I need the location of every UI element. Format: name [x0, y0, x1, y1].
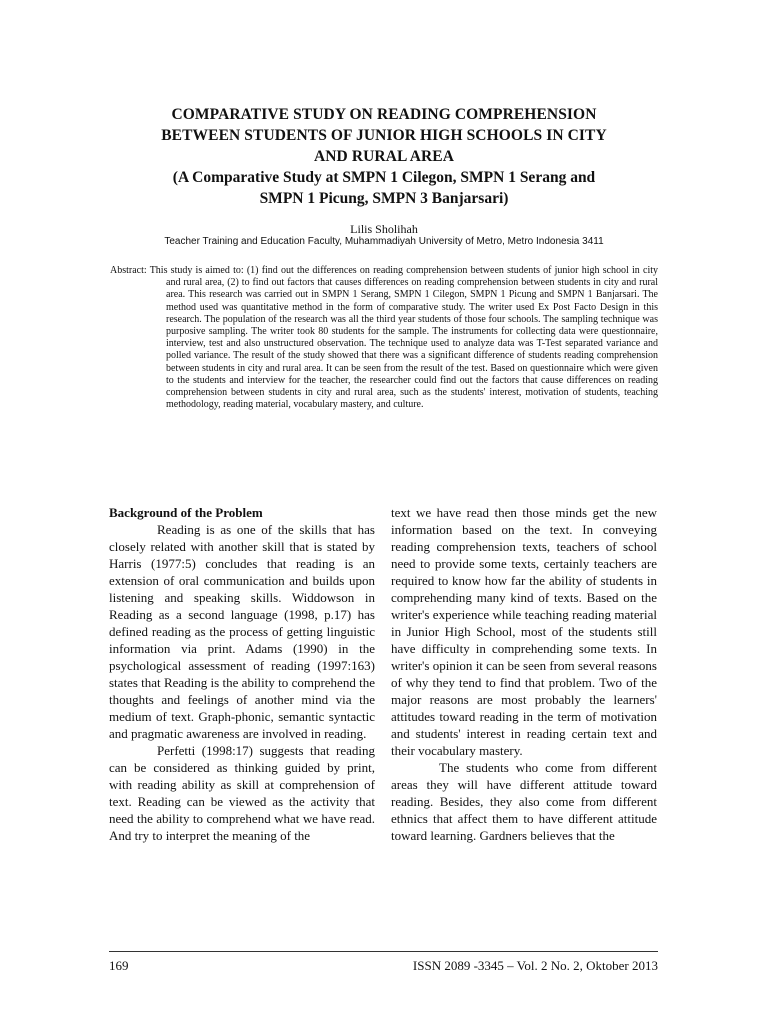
journal-issn: ISSN 2089 -3345 – Vol. 2 No. 2, Oktober 2013	[412, 958, 658, 973]
abstract-paragraph	[110, 265, 658, 411]
author-name: Lilis Sholihah	[350, 222, 418, 236]
subtitle-line-1: (A Comparative Study at SMPN 1 Cilegon, SMPN 1 Serang and	[172, 169, 596, 186]
body-paragraph: The students who come from different areas they will have different attitude toward reading. Besides, they also come from different ethnics that affect them to have different attitude toward learning. Gardners believes that the	[391, 760, 657, 843]
body-paragraph: text we have read then those minds get the new information based on the text. In conveying reading comprehension texts, teachers of school need to provide some texts, certainly teachers are required to know how far the ability of students in comprehending many kind of texts. Based on the writer's experience while teaching reading material in Junior High School, most of the students still have difficulty in comprehending some texts. In writer's opinion it can be seen from several reasons of why they tend to find that problem. Two of the major reasons are most probably the learners' attitudes toward reading in the term of motivation and students' interest in reading certain text and their vocabulary mastery.	[391, 505, 657, 758]
body-column-left	[109, 504, 375, 844]
abstract	[110, 265, 658, 411]
page-number: 169	[109, 958, 129, 973]
title-line-2: BETWEEN STUDENTS OF JUNIOR HIGH SCHOOLS IN CITY	[161, 127, 607, 144]
abstract-label: Abstract:	[110, 265, 147, 276]
subtitle-line-2: SMPN 1 Picung, SMPN 3 Banjarsari)	[259, 190, 509, 207]
paper-title-block	[100, 104, 668, 209]
body-paragraph: Perfetti (1998:17) suggests that reading can be considered as thinking guided by print, with reading ability as skill at comprehension of text. Reading can be viewed as the activity that need the ability to comprehend what we have read. And try to interpret the meaning of the	[109, 743, 375, 843]
body-column-right	[391, 504, 657, 844]
title-line-3: AND RURAL AREA	[313, 148, 455, 165]
abstract-text: This study is aimed to: (1) find out the differences on reading comprehension between students of junior high school in city and rural area, (2) to find out factors that causes differences on reading comprehension between students in city and rural area. This research was carried out in SMPN 1 Serang, SMPN 1 Cilegon, SMPN 1 Picung and SMPN 1 Banjarsari. The method used was quantitative method in the form of comparative study. The writer used Ex Post Facto Design in this research. The population of the research was all the third year students of those four schools. The sampling technique was purposive sampling. The writer took 80 students for the sample. The instruments for collecting data were questionnaire, interview, test and also unstructured observation. The technique used to analyze data was T-Test separated variance and polled variance. The result of the study showed that there was a significant difference of students reading comprehension between students in city and rural area. It can be seen from the result of the test. Based on questionnaire which were given to the students and interview for the teacher, the researcher could find out the factors that cause differences on reading comprehension between students in city and rural area, such as the students' interest, motivation of students, teaching methodology, reading material, vocabulary mastery, and culture.	[149, 265, 658, 411]
author-affiliation: Teacher Training and Education Faculty, Muhammadiyah University of Metro, Metro Indonesia 3411	[164, 236, 604, 247]
section-heading: Background of the Problem	[109, 505, 263, 520]
title-line-1: COMPARATIVE STUDY ON READING COMPREHENSION	[171, 106, 597, 123]
footer-divider	[109, 951, 658, 952]
body-paragraph: Reading is as one of the skills that has closely related with another skill that is stated by Harris (1977:5) concludes that reading is an extension of oral communication and builds upon listening and speaking skills. Widdowson in Reading as a second language (1998, p.17) has defined reading as the process of getting linguistic information via print. Adams (1990) in the psychological assessment of reading (1997:163) states that Reading is the ability to comprehend the thoughts and feelings of another mind via the medium of text. Graph-phonic, semantic syntactic and pragmatic awareness are involved in reading.	[109, 522, 375, 741]
